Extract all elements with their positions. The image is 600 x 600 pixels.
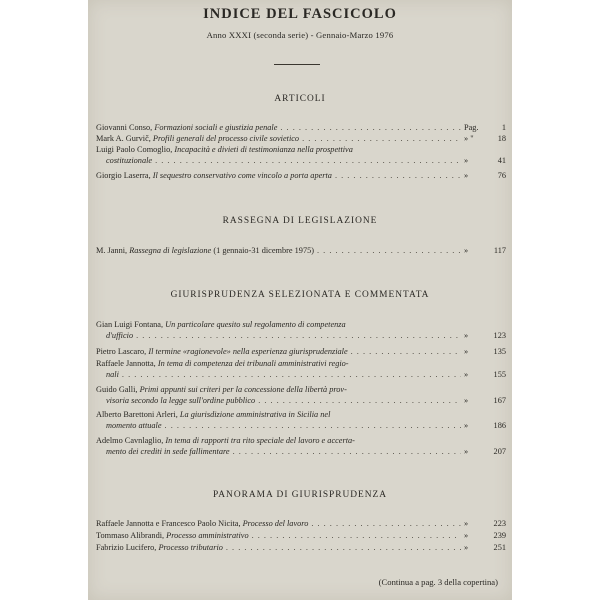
entry-date-range: (1 gennaio-31 dicembre 1975) (213, 246, 315, 255)
entry-page-prefix: » (464, 370, 469, 380)
entry-title: Il termine «ragionevole» nella esperienza giurisprudenziale (148, 347, 348, 356)
entry-title: Primi appunti sui criteri per la concessione della libertà prov- (139, 385, 347, 394)
entry-page-number: 41 (497, 156, 506, 166)
toc-entry (96, 358, 506, 381)
dot-leader (252, 530, 461, 541)
divider-rule (274, 64, 320, 65)
page-title: INDICE DEL FASCICOLO (203, 6, 397, 22)
entry-author: Raffaele Jannotta e Francesco Paolo Nicita, (96, 519, 241, 528)
toc-entry (96, 122, 506, 133)
entry-page-prefix: » (464, 396, 469, 406)
document-page (88, 0, 512, 600)
continuation-note: (Continua a pag. 3 della copertina) (378, 577, 498, 587)
toc-entry (96, 384, 506, 407)
toc-entry (96, 133, 506, 144)
entry-page-number: 207 (493, 447, 506, 457)
dot-leader (335, 170, 461, 181)
toc-entry (96, 170, 506, 181)
toc-entry (96, 245, 506, 256)
entry-page-number: 251 (493, 543, 506, 552)
entry-title-continued: mento dei crediti in sede fallimentare (106, 447, 230, 457)
entry-author: Mark A. Gurvič, (96, 134, 151, 143)
entry-page-prefix: » (464, 519, 469, 528)
dot-leader (280, 122, 461, 133)
entry-author: Fabrizio Lucifero, (96, 543, 157, 552)
entry-title-continued: costituzionale (106, 156, 153, 166)
entry-author: M. Janni, (96, 246, 128, 255)
entry-author: Luigi Paolo Comoglio, (96, 145, 173, 154)
dot-leader (165, 420, 461, 431)
entry-page-prefix: » (464, 531, 469, 540)
entry-author: Giorgio Laserra, (96, 171, 151, 180)
entry-title: Rassegna di legislazione (129, 246, 212, 255)
entry-page-number: 167 (493, 396, 506, 406)
entry-author: Adelmo Cavnlaglio, (96, 436, 164, 445)
entry-page-number: 117 (493, 246, 506, 255)
entry-title-continued: visoria secondo la legge sull'ordine pubblico (106, 396, 256, 406)
toc-entry (96, 530, 506, 541)
entry-author: Guido Galli, (96, 385, 138, 394)
entry-title: In tema di competenza dei tribunali amministrativi regio- (157, 359, 349, 368)
entry-page-prefix: Pag. (464, 123, 479, 132)
entry-title: La giurisdizione amministrativa in Sicilia nel (179, 410, 331, 419)
entry-title-continued: nali (106, 370, 119, 380)
entry-title-continued: d'ufficio (106, 331, 134, 341)
dot-leader (317, 245, 461, 256)
toc-entry (96, 409, 506, 432)
dot-leader (351, 346, 461, 357)
entry-page-number: 223 (493, 519, 506, 528)
dot-leader (233, 446, 461, 457)
toc-entry (96, 319, 506, 342)
entry-page-prefix: » (464, 331, 469, 341)
entry-page-number: 18 (497, 134, 506, 143)
dot-leader (226, 542, 461, 553)
entry-title-continued: momento attuale (106, 421, 162, 431)
dot-leader (155, 155, 461, 166)
issue-subtitle: Anno XXXI (seconda serie) - Gennaio-Marzo 1976 (206, 30, 394, 40)
dot-leader (136, 330, 461, 341)
entry-title: Profili generali del processo civile sovietico (152, 134, 300, 143)
entry-page-prefix: » (464, 347, 469, 356)
entry-title: Un particolare quesito sul regolamento di competenza (165, 320, 346, 329)
entry-author: Pietro Lascaro, (96, 347, 147, 356)
section-heading-panorama: PANORAMA DI GIURISPRUDENZA (212, 490, 388, 500)
toc-entry (96, 346, 506, 357)
dot-leader (258, 395, 461, 406)
dot-leader (311, 518, 461, 529)
entry-title: Processo amministrativo (166, 531, 249, 540)
entry-author: Tommaso Alibrandi, (96, 531, 165, 540)
entry-page-number: 76 (497, 171, 506, 180)
entry-page-number: 239 (493, 531, 506, 540)
entry-title: Processo del lavoro (242, 519, 309, 528)
section-heading-articoli: ARTICOLI (274, 94, 326, 104)
entry-title: Processo tributario (158, 543, 223, 552)
entry-author: Alberto Barettoni Arleri, (96, 410, 178, 419)
entry-author: Gian Luigi Fontana, (96, 320, 164, 329)
entry-author: Giovanni Conso, (96, 123, 153, 132)
dot-leader (302, 133, 461, 144)
section-heading-rassegna: RASSEGNA DI LEGISLAZIONE (222, 216, 378, 226)
entry-page-number: 155 (493, 370, 506, 380)
entry-page-prefix: » " (464, 134, 474, 143)
entry-page-number: 186 (493, 421, 506, 431)
entry-title: Formazioni sociali e giustizia penale (154, 123, 278, 132)
entry-author: Raffaele Jannotta, (96, 359, 156, 368)
entry-page-prefix: » (464, 447, 469, 457)
entry-page-prefix: » (464, 421, 469, 431)
entry-page-prefix: » (464, 543, 469, 552)
entry-page-number: 123 (493, 331, 506, 341)
section-heading-giurisprudenza: GIURISPRUDENZA SELEZIONATA E COMMENTATA (170, 290, 430, 300)
toc-entry (96, 435, 506, 458)
entry-title: Il sequestro conservativo come vincolo a porta aperta (152, 171, 332, 180)
entry-page-prefix: » (464, 171, 469, 180)
dot-leader (122, 369, 461, 380)
entry-page-number: 1 (501, 123, 506, 132)
entry-page-number: 135 (493, 347, 506, 356)
toc-entry (96, 542, 506, 553)
toc-entry (96, 518, 506, 529)
entry-title: Incapacità e divieti di testimonianza nella prospettiva (174, 145, 353, 154)
entry-page-prefix: » (464, 156, 469, 166)
entry-title: In tema di rapporti tra rito speciale del lavoro e accerta- (165, 436, 355, 445)
toc-entry (96, 144, 506, 167)
entry-page-prefix: » (464, 246, 469, 255)
